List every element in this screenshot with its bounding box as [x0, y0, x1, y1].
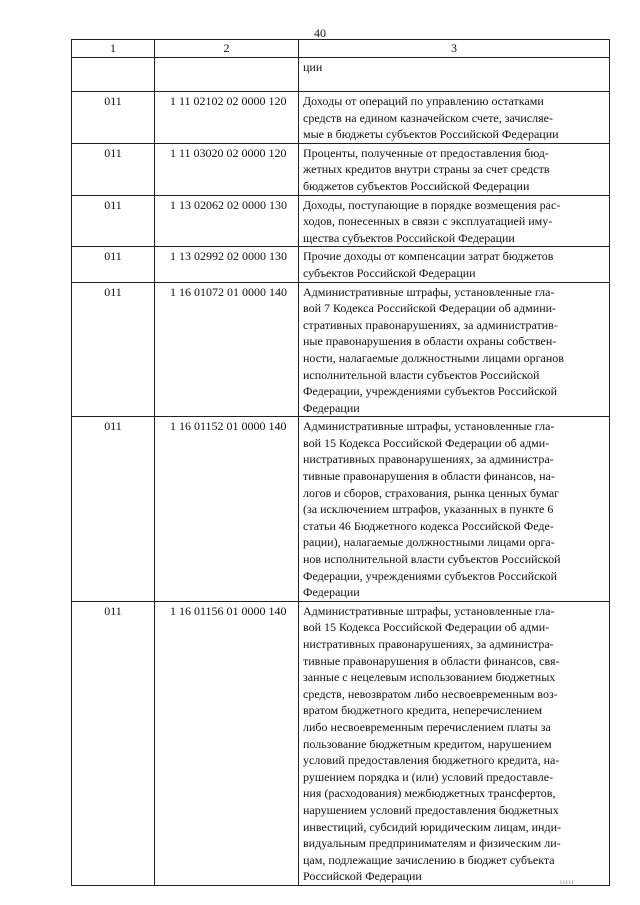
description-line: Федерации, учреждениями субъектов Российской	[303, 568, 558, 583]
description-line: стративных правонарушениях, за административ-	[303, 317, 558, 332]
description-line: условий предоставления бюджетного кредита, на-	[303, 753, 560, 768]
admin-code-cell: 011	[72, 92, 155, 144]
admin-code-cell: 011	[72, 282, 155, 417]
description-line: нов исполнительной власти субъектов Российской	[303, 552, 561, 567]
admin-code-cell: 011	[72, 417, 155, 602]
description-line: Российской Федерации	[303, 869, 422, 884]
description-line: тивные правонарушения в области финансов, свя-	[303, 653, 560, 668]
description-line: вой 15 Кодекса Российской Федерации об адми-	[303, 435, 550, 450]
description-line: логов и сборов, страхования, рынка ценных бумаг	[303, 485, 560, 500]
description-line: средств на едином казначейском счете, зачисляе-	[303, 110, 553, 125]
table-row	[72, 417, 610, 602]
description-cell	[299, 58, 610, 92]
description-line: занные с нецелевым использованием бюджетных	[303, 670, 556, 685]
budget-code-cell	[155, 58, 299, 92]
description-cell	[299, 195, 610, 247]
description-line: ции	[303, 60, 323, 74]
description-line: Административные штрафы, установленные гла-	[303, 284, 555, 299]
description-cell	[299, 247, 610, 282]
description-line: нистративных правонарушениях, за администра-	[303, 637, 554, 651]
description-line: цам, подлежащие зачислению в бюджет субъекта	[303, 852, 555, 867]
admin-code-cell: 011	[72, 195, 155, 247]
description-line: бюджетов субъектов Российской Федерации	[303, 178, 530, 193]
budget-code-cell: 1 11 02102 02 0000 120	[155, 92, 299, 144]
description-line: вой 7 Кодекса Российской Федерации об админи-	[303, 301, 557, 316]
description-line: субъектов Российской Федерации	[303, 265, 476, 280]
budget-code-cell: 1 11 03020 02 0000 120	[155, 143, 299, 195]
description-line: нистративных правонарушениях, за администра-	[303, 452, 554, 467]
description-line: ния (расходования) межбюджетных трансфертов,	[303, 786, 556, 801]
budget-code-cell: 1 16 01156 01 0000 140	[155, 601, 299, 885]
table-row	[72, 92, 610, 144]
description-line: Доходы, поступающие в порядке возмещения рас-	[303, 197, 561, 212]
description-cell	[299, 282, 610, 417]
description-line: Прочие доходы от компенсации затрат бюджетов	[303, 249, 554, 264]
table-row	[72, 601, 610, 885]
description-line: ходов, понесенных в связи с эксплуатацией иму-	[303, 214, 553, 229]
description-cell	[299, 417, 610, 602]
description-line: Федерации	[303, 585, 360, 600]
description-line: Федерации	[303, 400, 360, 415]
description-line: статьи 46 Бюджетного кодекса Российской Феде-	[303, 518, 554, 533]
description-line: рации), налагаемые должностными лицами орга-	[303, 535, 555, 550]
admin-code-cell: 011	[72, 247, 155, 282]
column-header-code: 2	[155, 40, 299, 58]
description-line: вратом бюджетного кредита, неперечислением	[303, 703, 543, 718]
table-header-row	[72, 40, 610, 58]
column-header-admin: 1	[72, 40, 155, 58]
table-row	[72, 282, 610, 417]
admin-code-cell	[72, 58, 155, 92]
description-line: тивные правонарушения в области финансов, на-	[303, 469, 555, 484]
description-line: Доходы от операций по управлению остатками	[303, 94, 544, 108]
description-line: исполнительной власти субъектов Российской	[303, 367, 540, 382]
description-line: Проценты, полученные от предоставления бюд-	[303, 145, 549, 160]
description-line: инвестиций, субсидий юридическим лицам, инди-	[303, 819, 561, 834]
table-row	[72, 143, 610, 195]
description-line: (за исключением штрафов, указанных в пункте 6	[303, 502, 554, 517]
description-line: пользование бюджетным кредитом, нарушением	[303, 736, 552, 751]
budget-code-cell: 1 13 02992 02 0000 130	[155, 247, 299, 282]
description-line: вой 15 Кодекса Российской Федерации об адми-	[303, 620, 550, 635]
description-line: рушением порядка и (или) условий предоставле-	[303, 769, 554, 784]
budget-code-cell: 1 16 01072 01 0000 140	[155, 282, 299, 417]
description-line: мые в бюджеты субъектов Российской Федерации	[303, 127, 559, 142]
description-cell	[299, 143, 610, 195]
description-line: либо несвоевременным перечислением платы за	[303, 719, 551, 734]
description-cell	[299, 92, 610, 144]
description-cell	[299, 601, 610, 885]
table-row	[72, 247, 610, 282]
description-line: ности, налагаемые должностными лицами органов	[303, 350, 564, 365]
description-line: Административные штрафы, установленные гла-	[303, 603, 555, 618]
description-line: щества субъектов Российской Федерации	[303, 230, 515, 245]
description-line: Административные штрафы, установленные гла-	[303, 419, 555, 434]
description-line: ные правонарушения в области охраны собствен-	[303, 334, 557, 349]
table-row	[72, 195, 610, 247]
footer-scan-mark: ııııı	[560, 878, 575, 886]
table-row	[72, 58, 610, 92]
admin-code-cell: 011	[72, 601, 155, 885]
description-line: Федерации, учреждениями субъектов Российской	[303, 384, 558, 399]
budget-classification-table	[71, 39, 610, 886]
admin-code-cell: 011	[72, 143, 155, 195]
description-line: жетных кредитов внутри страны за счет средств	[303, 162, 550, 177]
page-number: 40	[314, 26, 326, 40]
description-line: средств, невозвратом либо несвоевременным воз-	[303, 686, 558, 701]
budget-code-cell: 1 16 01152 01 0000 140	[155, 417, 299, 602]
budget-code-cell: 1 13 02062 02 0000 130	[155, 195, 299, 247]
description-line: видуальным предпринимателям и физическим ли-	[303, 836, 561, 851]
column-header-description: 3	[299, 40, 610, 58]
description-line: нарушением условий предоставления бюджетных	[303, 802, 559, 817]
